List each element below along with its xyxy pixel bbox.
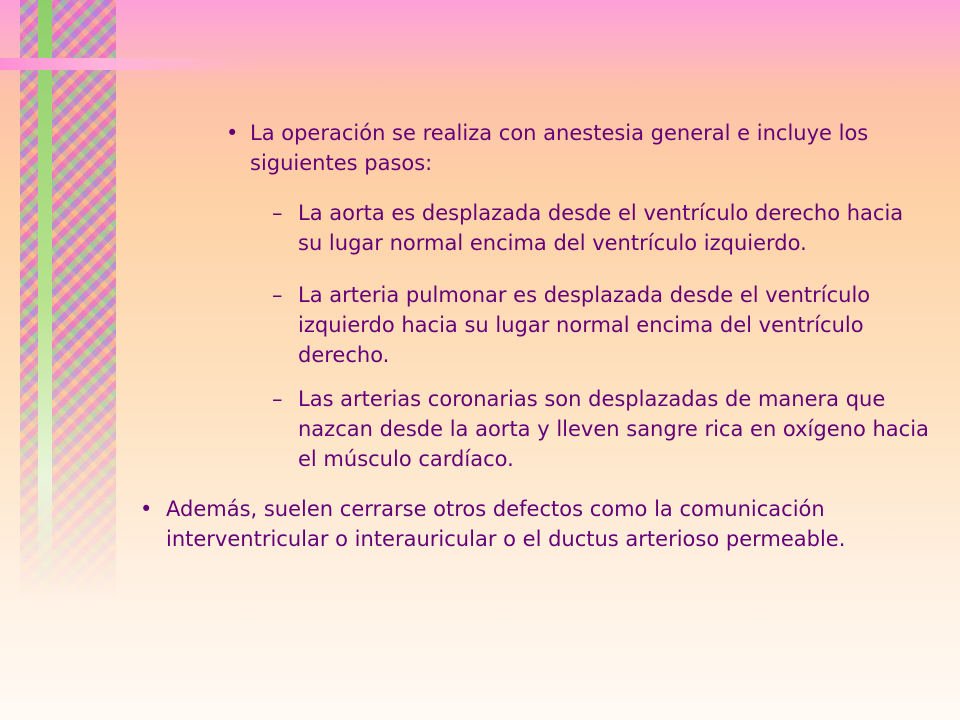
decorative-horizontal-bar (0, 58, 260, 70)
bullet-marker: • (140, 497, 153, 521)
sub-bullet-text: La arteria pulmonar es desplazada desde el ventrículo izquierdo hacia su lugar normal encima del ventrículo derecho. (298, 283, 871, 367)
sub-bullet-marker: – (272, 283, 283, 307)
bullet-text: Además, suelen cerrarse otros defectos como la comunicación interventricular o interauricular o el ductus arterioso permeable. (166, 497, 846, 551)
sub-bullet-marker: – (272, 387, 283, 411)
decorative-pattern-strip (20, 0, 116, 600)
bullet-text: La operación se realiza con anestesia general e incluye los siguientes pasos: (250, 121, 869, 175)
sub-bullet-text: La aorta es desplazada desde el ventrículo derecho hacia su lugar normal encima del ventrículo izquierdo. (298, 201, 904, 255)
bullet-marker: • (226, 121, 239, 145)
sub-bullet-marker: – (272, 201, 283, 225)
decorative-vertical-bar (38, 0, 52, 600)
sub-bullet-text: Las arterias coronarias son desplazadas de manera que nazcan desde la aorta y lleven sangre rica en oxígeno hacia el músculo cardíaco. (298, 387, 929, 471)
